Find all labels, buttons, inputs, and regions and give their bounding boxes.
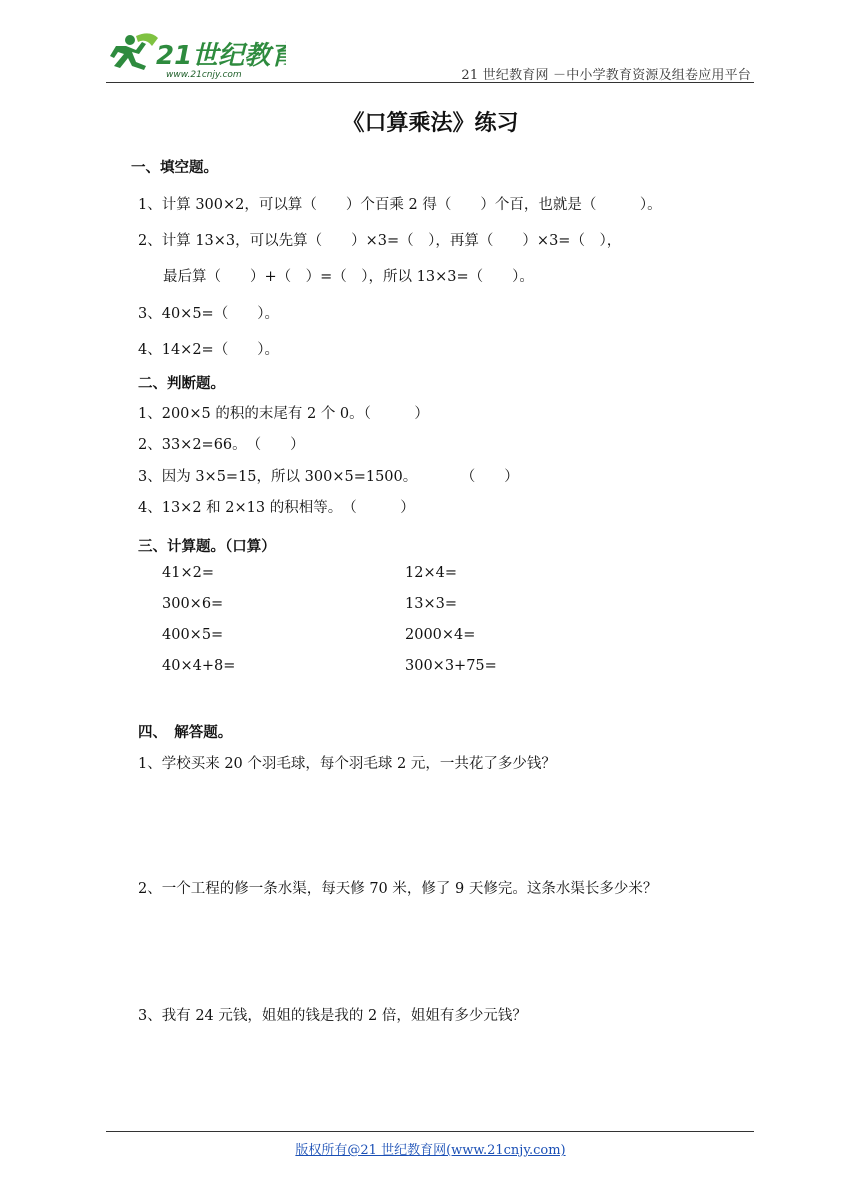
page-title: 《口算乘法》练习 [342,111,519,136]
site-logo [106,28,286,80]
word-problem-3: 3、我有 24 元钱，姐姐的钱是我的 2 倍，姐姐有多少元钱？ [138,1008,527,1024]
section-2-heading: 二、判断题。 [138,376,225,392]
word-problem-2: 2、一个工程的修一条水渠，每天修 70 米，修了 9 天修完。这条水渠长多少米？ [138,881,658,897]
fill-item-4: 4、14×2=（ ）。 [138,342,279,358]
calc-left-3: 400×5= [162,627,224,643]
judge-item-4: 4、13×2 和 2×13 的积相等。 （ ） [138,500,415,516]
fill-item-3: 3、40×5=（ ）。 [138,306,279,322]
calc-left-4: 40×4+8= [162,658,236,674]
calc-left-2: 300×6= [162,596,224,612]
header-site-text: 21 世纪教育网 －中小学教育资源及组卷应用平台 [461,68,751,83]
section-1-heading: 一、填空题。 [131,160,218,176]
section-3-heading: 三、计算题。（口算） [138,539,276,555]
fill-item-2: 2、计算 13×3，可以先算（ ）×3=（ ），再算（ ）×3=（ ）， [138,233,622,249]
judge-item-1: 1、200×5 的积的末尾有 2 个 0。（ ） [138,406,429,422]
calc-right-2: 13×3= [405,596,457,612]
judge-item-2: 2、33×2=66。 （ ） [138,437,305,453]
fill-item-2-cont: 最后算（ ）+（ ）=（ ），所以 13×3=（ ）。 [163,269,534,285]
footer-divider [106,1131,754,1132]
header-divider [106,82,754,83]
word-problem-1: 1、学校买来 20 个羽毛球，每个羽毛球 2 元，一共花了多少钱？ [138,756,556,772]
calc-right-4: 300×3+75= [405,658,497,674]
logo-url: www.21cnjy.com [166,70,242,80]
judge-item-3: 3、因为 3×5=15，所以 300×5=1500。 （ ） [138,469,519,485]
runner-logo-icon [106,28,286,80]
section-4-heading: 四、 解答题。 [138,725,233,741]
fill-item-1: 1、计算 300×2，可以算（ ）个百乘 2 得（ ）个百，也就是（ ）。 [138,197,662,213]
calc-right-1: 12×4= [405,565,457,581]
logo-wordmark: 21世纪教育 [156,41,286,71]
calc-left-1: 41×2= [162,565,214,581]
calc-right-3: 2000×4= [405,627,476,643]
footer-copyright-link[interactable]: 版权所有@21 世纪教育网(www.21cnjy.com) [295,1143,566,1158]
